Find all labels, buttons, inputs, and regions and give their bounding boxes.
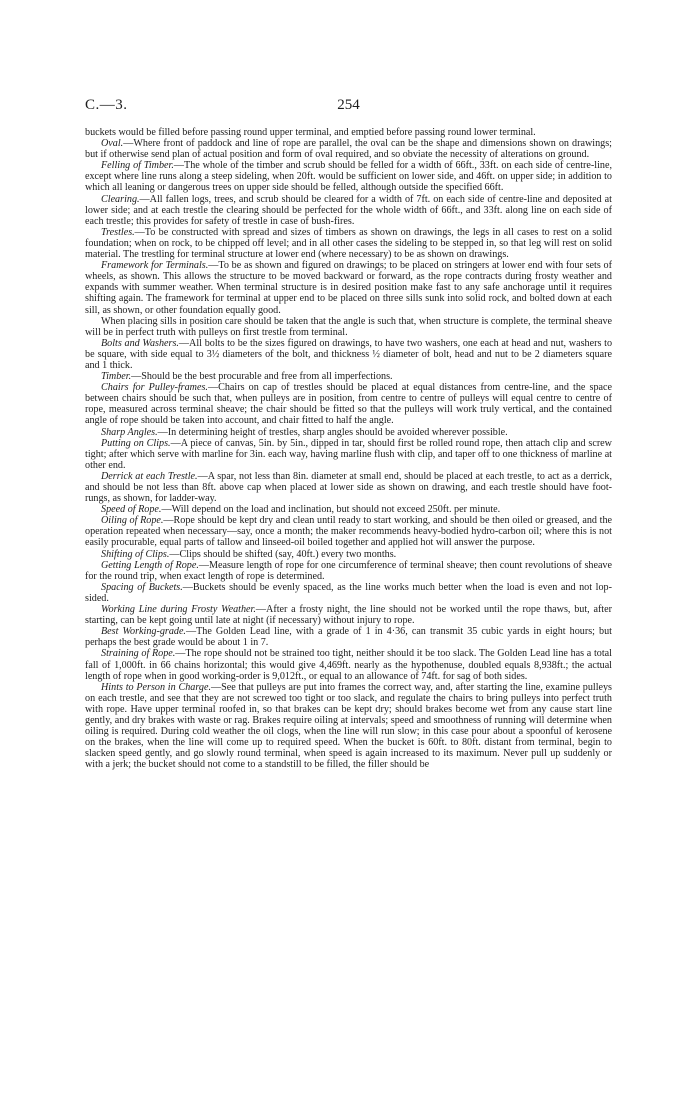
paragraph — [85, 127, 612, 138]
paragraph-text: —In determining height of trestles, sharp angles should be avoided wherever possible. — [157, 426, 508, 438]
paragraph-text: —The rope should not be strained too tight, neither should it be too slack. The Golden Lead line has a total fall of 1,000ft. in 66 chains horizontal; this would give 4,469ft. nearly as the hypothenuse, doubled equals 8,938ft.; the actual length of rope when in good working-order is 9,012ft., or equal to an allowance of 74ft. for sag of both sides. — [85, 648, 612, 682]
paragraph-heading: Framework for Terminals. — [101, 260, 209, 272]
paragraph — [85, 138, 612, 160]
paragraph — [85, 648, 612, 681]
paragraph-heading: Trestles. — [101, 226, 135, 238]
paragraph-heading: Oiling of Rope. — [101, 515, 164, 527]
paragraph-text: —The whole of the timber and scrub should be felled for a width of 66ft., 33ft. on each side of centre-line, except where line runs along a steep sideling, when 20ft. would be sufficient on lower side, and 46ft. on upper side; in addition to which all leaning or dangerous trees on upper side should be felled, although outside the specified 66ft. — [85, 160, 612, 194]
paragraph — [85, 371, 612, 382]
paragraph — [85, 227, 612, 260]
page-number: 254 — [337, 97, 360, 113]
paragraph — [85, 260, 612, 315]
paragraph-text: —Clips should be shifted (say, 40ft.) every two months. — [169, 548, 397, 560]
paragraph — [85, 515, 612, 548]
body-text — [85, 127, 612, 770]
paragraph — [85, 382, 612, 426]
paragraph-text: —A spar, not less than 8in. diameter at small end, should be placed at each trestle, to act as a derrick, and should be not less than 8ft. above cap when placed at lower side as shown on drawing, and each trestle should have foot-rungs, as shown, for ladder-way. — [85, 470, 612, 505]
paragraph — [85, 427, 612, 438]
paragraph-text: —All fallen logs, trees, and scrub should be cleared for a width of 7ft. on each side of centre-line and deposited at lower side; and at each trestle the clearing should be perfected for the whole width of 66ft., and 33ft. along line on each side of each trestle; this provides for safety of trestle in case of bush-fires. — [85, 193, 612, 227]
paragraph-text: —Where front of paddock and line of rope are parallel, the oval can be the shape and dimensions shown on drawings; but if otherwise send plan of actual position and form of oval required, and so obviate the necessity of alterations on ground. — [85, 138, 612, 161]
paragraph — [85, 316, 612, 338]
paragraph-heading: Sharp Angles. — [101, 426, 158, 438]
paragraph-text: —See that pulleys are put into frames the correct way, and, after starting the line, examine pulleys on each trestle, and see that they are not screwed too tight or too slack, and regulate the chairs to bring pulleys into perfect truth with rope. Have upper terminal roofed in, so that brakes can be kept dry; should brakes become wet from any cause start line gently, and dry brakes with waste or rag. Brakes require oiling at intervals; speed and smoothness of running will determine when oiling is required. During cold weather the oil clogs, when the line will run slow; in this case pour about a spoonful of kerosene on the brakes, when the line will come up to required speed. When the bucket is 60ft. to 80ft. distant from terminal, begin to slacken speed gently, and go slowly round terminal, when speed is again increased to its maximum. Never pull up suddenly or with a jerk; the bucket should not come to a standstill to be filled, the filler should be — [85, 681, 612, 771]
paragraph — [85, 471, 612, 504]
paragraph-text: —To be constructed with spread and sizes of timbers as shown on drawings, the legs in all cases to rest on a solid foundation; when on rock, to be chipped off level; and in all other cases the sideling to be stepped in, so that leg will rest on solid material. The trestling for terminal structure at lower end (where necessary) to be as shown on drawings. — [85, 226, 612, 261]
paragraph-text: —Measure length of rope for one circumference of terminal sheave; then count revolutions of sheave for the round trip, when exact length of rope is determined. — [85, 559, 612, 582]
document-reference: C.—3. — [85, 97, 128, 113]
paragraph-text: —Rope should be kept dry and clean until ready to start working, and should be then oiled or greased, and the operation repeated when necessary—say, once a month; the maker recommends heavy-bodied hydro-carbon oil; where this is not easily procurable, equal parts of tallow and linseed-oil boiled together and applied hot will answer the purpose. — [85, 515, 612, 549]
paragraph — [85, 560, 612, 582]
paragraph — [85, 338, 612, 371]
document-page — [85, 97, 612, 770]
paragraph-text: —Will depend on the load and inclination, but should not exceed 250ft. per minute. — [161, 504, 501, 516]
paragraph-text: —All bolts to be the sizes figured on drawings, to have two washers, one each at head and nut, washers to be square, with side equal to 3½ diameters of the bolt, and thickness ½ diameter of bolt, head and nut to be 2 diameters square and 1 thick. — [85, 337, 613, 371]
paragraph-heading: Derrick at each Trestle. — [101, 470, 198, 482]
paragraph-heading: Putting on Clips. — [101, 437, 171, 449]
paragraph-text: —After a frosty night, the line should not be worked until the rope thaws, but, after starting, can be kept going until late at night (if necessary) without injury to rope. — [85, 604, 612, 627]
paragraph — [85, 194, 612, 227]
paragraph-heading: Hints to Person in Charge. — [101, 681, 211, 693]
paragraph-heading: Getting Length of Rope. — [101, 559, 199, 571]
paragraph — [85, 438, 612, 471]
paragraph — [85, 504, 612, 515]
paragraph-heading: Timber. — [101, 371, 132, 383]
paragraph-text: —Chairs on cap of trestles should be placed at equal distances from centre-line, and the space between chairs should be such that, when pulleys are in position, from centre to centre of pulleys will equal centre to centre of rope, measured across terminal sheave; the chair should be fitted so that the pulleys will work truly vertical, and the contained angle of rope should be taken into account, and chair fitted to half the angle. — [85, 382, 612, 427]
paragraph — [85, 549, 612, 560]
paragraph-heading: Clearing. — [101, 193, 140, 205]
paragraph-heading: Shifting of Clips. — [101, 548, 170, 560]
paragraph-heading: Straining of Rope. — [101, 648, 176, 660]
paragraph — [85, 160, 612, 193]
paragraph — [85, 682, 612, 771]
paragraph-heading: Felling of Timber. — [101, 160, 174, 172]
paragraph-text: When placing sills in position care should be taken that the angle is such that, when structure is complete, the terminal sheave will be in perfect truth with pulleys on first trestle from terminal. — [85, 315, 612, 338]
paragraph-heading: Bolts and Washers. — [101, 337, 179, 349]
paragraph-heading: Speed of Rope. — [101, 504, 162, 516]
paragraph-heading: Oval. — [101, 138, 124, 150]
paragraph-text: buckets would be filled before passing round upper terminal, and emptied before passing round lower terminal. — [85, 127, 536, 138]
paragraph-text: —A piece of canvas, 5in. by 5in., dipped in tar, should first be rolled round rope, then attach clip and screw tight; after which serve with marline for 3in. each way, having marline flush with clip, and taper off to one thickness of marline at other end. — [85, 437, 612, 471]
paragraph-text: —Buckets should be evenly spaced, as the line works much better when the load is even and not lop-sided. — [85, 581, 612, 604]
page-header — [85, 97, 612, 119]
paragraph — [85, 604, 612, 626]
paragraph-heading: Best Working-grade. — [101, 626, 186, 638]
paragraph-heading: Spacing of Buckets. — [101, 581, 183, 593]
paragraph — [85, 582, 612, 604]
paragraph-text: —To be as shown and figured on drawings; to be placed on stringers at lower end with four sets of wheels, as shown. This allows the structure to be moved backward or forward, as the rope contracts during frosty weather and expands with summer weather. When terminal structure is in desired position make fast to any safe anchorage until it requires shifting again. The framework for terminal at upper end to be placed on three sills sunk into solid rock, and bolted down at each sill, as shown, or other foundation equally good. — [85, 260, 612, 316]
paragraph-text: —The Golden Lead line, with a grade of 1 in 4·36, can transmit 35 cubic yards in eight hours; but perhaps the best grade would be about 1 in 7. — [85, 626, 612, 649]
paragraph-heading: Chairs for Pulley-frames. — [101, 382, 208, 394]
paragraph-text: —Should be the best procurable and free from all imperfections. — [131, 371, 393, 383]
paragraph — [85, 626, 612, 648]
paragraph-heading: Working Line during Frosty Weather. — [101, 604, 256, 616]
